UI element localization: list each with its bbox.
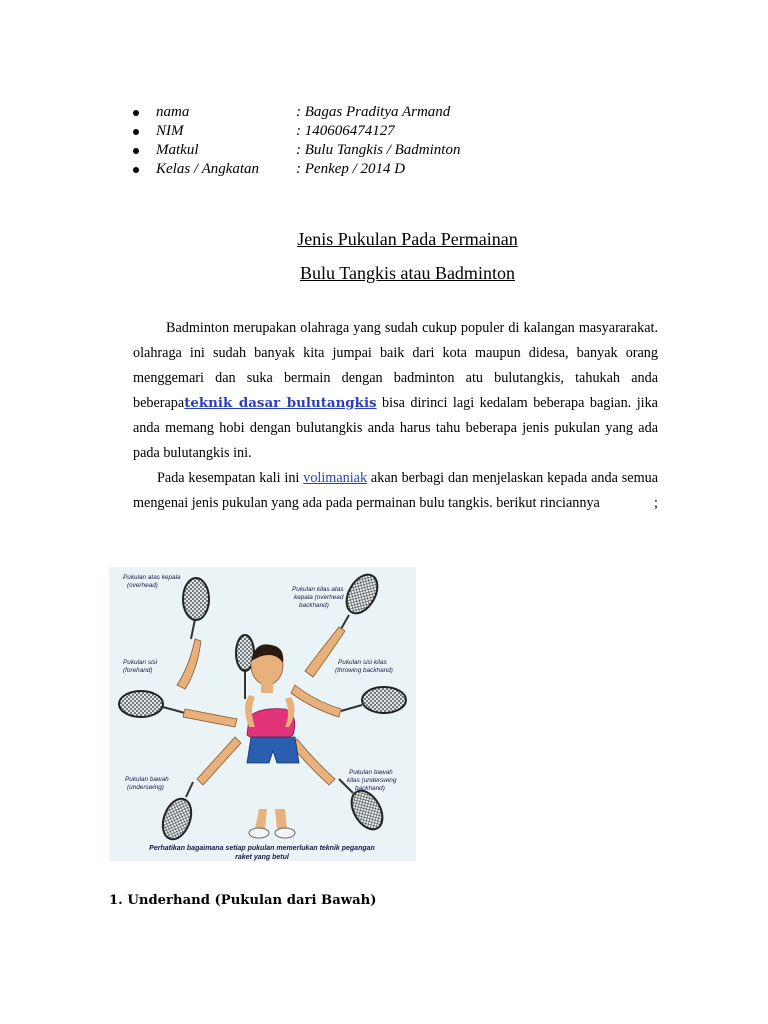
paragraph-text: akan berbagi dan menjelaskan kepada anda semua mengenai jenis pukulan yang ada pada permainan bulu tangkis. berikut rinciannya: [133, 470, 658, 511]
badminton-strokes-illustration: [109, 567, 416, 861]
document-title-line-1: Jenis Pukulan Pada Permainan: [297, 229, 518, 249]
svg-text:backhand): backhand): [299, 602, 329, 609]
bullet-icon: [133, 148, 139, 154]
svg-text:Pukulan kilas atas: Pukulan kilas atas: [292, 586, 344, 593]
section-heading-underhand: 1. Underhand (Pukulan dari Bawah): [109, 893, 377, 908]
svg-text:Pukulan bawah: Pukulan bawah: [125, 776, 169, 783]
svg-text:backhand): backhand): [355, 785, 385, 792]
svg-text:(overhead): (overhead): [127, 582, 158, 589]
bullet-icon: [133, 110, 139, 116]
info-value: : Bagas Praditya Armand: [296, 104, 451, 120]
info-value: : Bulu Tangkis / Badminton: [296, 142, 461, 158]
svg-text:(throwing backhand): (throwing backhand): [335, 667, 393, 674]
info-label: Matkul: [156, 142, 199, 158]
info-label: Kelas / Angkatan: [156, 161, 260, 177]
volimaniak-link[interactable]: volimaniak: [303, 470, 368, 486]
svg-text:Pukulan bawah: Pukulan bawah: [349, 769, 393, 776]
svg-text:Pukulan atas kepala: Pukulan atas kepala: [123, 574, 181, 581]
svg-text:Pukulan sisi: Pukulan sisi: [123, 659, 158, 666]
paragraph-text: bisa dirinci lagi kedalam beberapa bagian. jika anda memang hobi dengan bulutangkis anda harus tahu beberapa jenis pukulan yang ada pada bulutangkis ini.: [133, 395, 658, 461]
svg-text:(underswing): (underswing): [127, 784, 164, 791]
svg-text:Pukulan sisi kilas: Pukulan sisi kilas: [338, 659, 387, 666]
document-title-line-2: Bulu Tangkis atau Badminton: [300, 263, 515, 283]
label-throwing-backhand: [335, 659, 393, 674]
info-label: NIM: [156, 123, 184, 139]
bullet-icon: [133, 167, 139, 173]
info-value: : Penkep / 2014 D: [296, 161, 406, 177]
paragraph-text: Pada kesempatan kali ini: [157, 470, 304, 486]
svg-text:raket yang betul: raket yang betul: [235, 854, 289, 861]
trailing-semicolon: ;: [654, 495, 658, 511]
svg-text:kepala (overhead: kepala (overhead: [294, 594, 344, 601]
teknik-dasar-link[interactable]: teknik dasar bulutangkis: [184, 395, 377, 411]
label-forehand: [123, 659, 158, 674]
svg-text:kilas (underswing: kilas (underswing: [347, 777, 397, 784]
svg-text:Perhatikan bagaimana setiap pu: Perhatikan bagaimana setiap pukulan memerlukan teknik pegangan: [149, 845, 375, 852]
illustration-svg: [109, 567, 416, 861]
svg-text:(forehand): (forehand): [123, 667, 153, 674]
second-paragraph: [133, 466, 658, 516]
intro-paragraph: [133, 316, 658, 466]
label-underswing: [125, 776, 169, 791]
paragraph-text: Badminton merupakan olahraga yang sudah cukup populer di kalangan masyararakat. olahraga ini sudah banyak kita jumpai baik dari kota maupun didesa, banyak orang menggemari dan suka bermain dengan badminton atu bulutangkis, tahukah anda beberapa: [133, 320, 658, 411]
bullet-icon: [133, 129, 139, 135]
info-label: nama: [156, 104, 190, 120]
info-value: : 140606474127: [296, 123, 395, 139]
